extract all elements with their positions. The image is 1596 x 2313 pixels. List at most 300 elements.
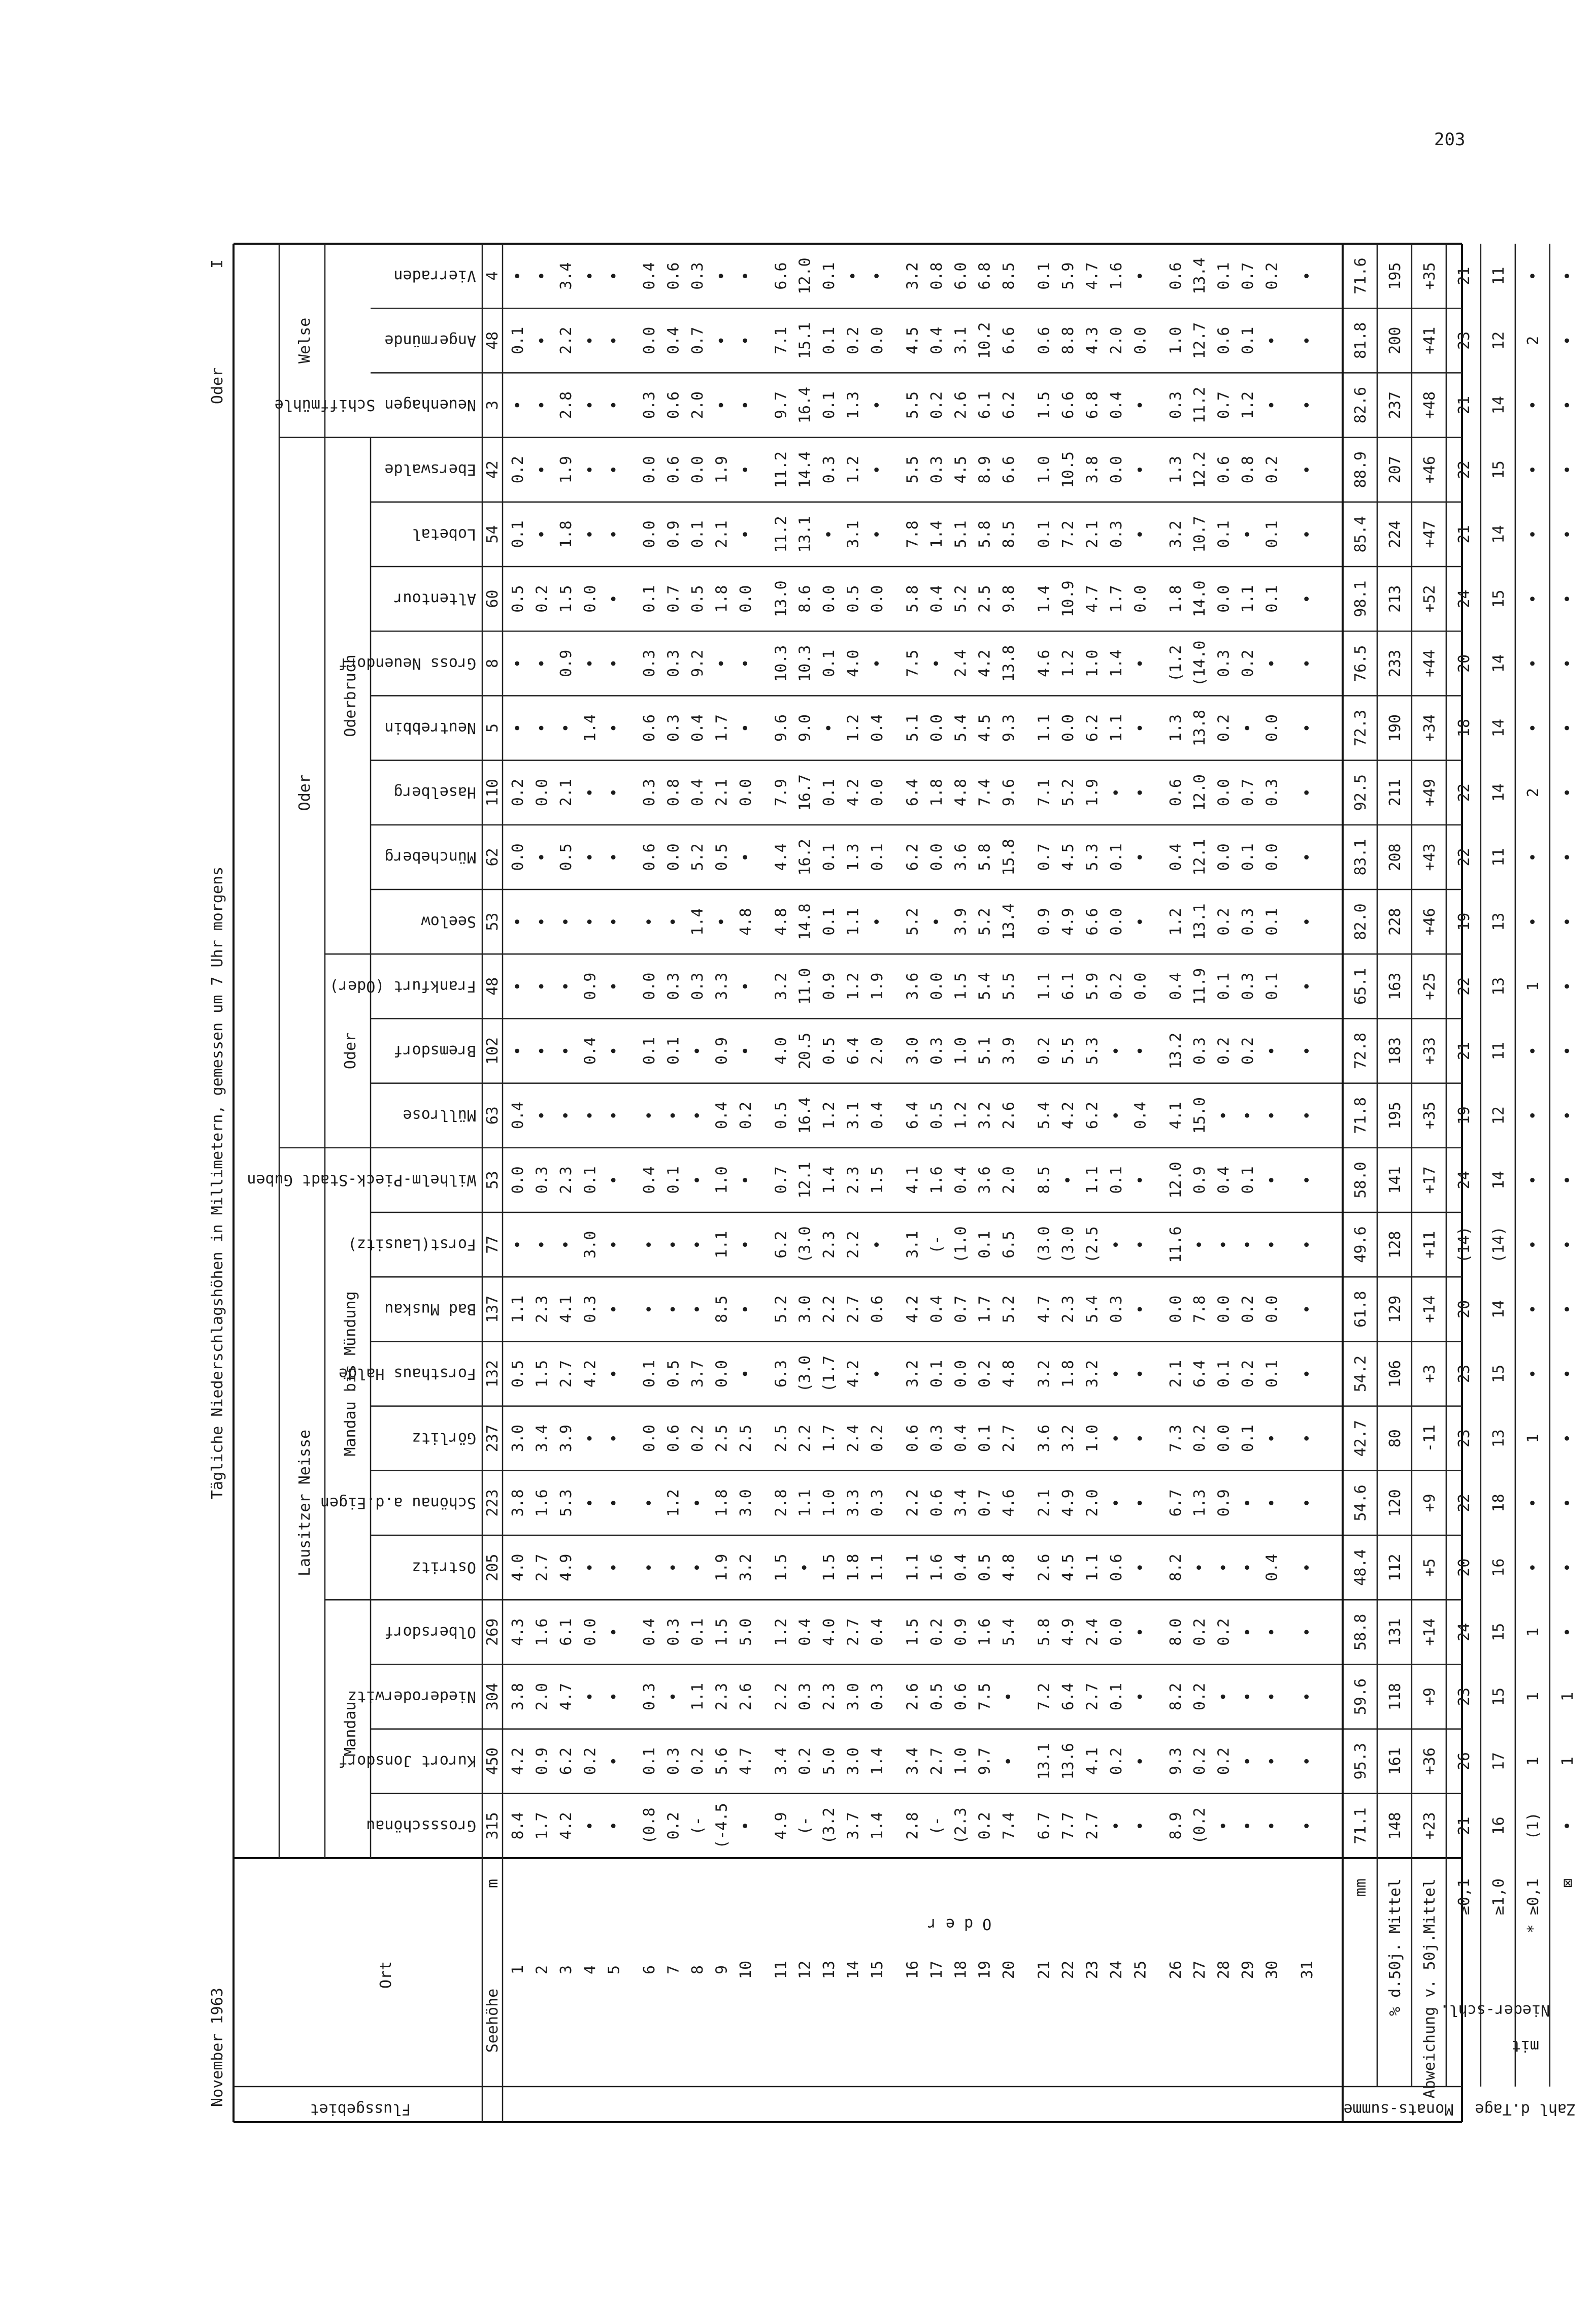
day-value: 1.1 — [844, 908, 862, 936]
summary-summe: 82.6 — [1351, 386, 1370, 424]
day-number: 26 — [1167, 1960, 1185, 1979]
day-value: 2.5 — [713, 1425, 731, 1452]
day-value: 0.1 — [1263, 585, 1281, 613]
day-value: 5.9 — [1059, 262, 1078, 290]
day-number: 28 — [1215, 1960, 1233, 1979]
day-value: 0.7 — [1215, 391, 1233, 419]
day-value: 0.2 — [844, 326, 862, 354]
summary-d10: 14 — [1489, 718, 1508, 738]
day-value: 0.1 — [664, 1037, 683, 1065]
day-value: 1.8 — [927, 779, 946, 807]
day-value: 2.1 — [713, 779, 731, 807]
day-value: • — [641, 917, 659, 927]
day-value: • — [605, 1821, 623, 1831]
day-value: • — [927, 658, 946, 668]
day-value: 14.8 — [796, 903, 814, 940]
day-value: 4.6 — [1035, 649, 1053, 677]
day-value: 0.2 — [1215, 1747, 1233, 1775]
day-value: • — [605, 1757, 623, 1766]
summary-abw: +9 — [1420, 1494, 1439, 1512]
day-value: 0.2 — [1035, 1037, 1053, 1065]
summary-pct: 211 — [1386, 779, 1404, 807]
station-elevation: 54 — [484, 525, 502, 544]
summary-star: • — [1524, 465, 1542, 475]
day-value: • — [533, 723, 551, 733]
day-value: 9.3 — [1167, 1747, 1185, 1775]
day-value: 6.1 — [557, 1618, 575, 1646]
summary-d01: 23 — [1455, 331, 1473, 350]
day-value: • — [509, 917, 527, 927]
day-value: 0.3 — [581, 1295, 600, 1323]
day-value: 2.4 — [844, 1425, 862, 1452]
day-value: • — [1132, 1692, 1150, 1702]
day-value: 1.1 — [1083, 1166, 1102, 1194]
summary-sq: • — [1558, 852, 1577, 862]
summary-summe: 95.3 — [1351, 1743, 1370, 1780]
day-value: 0.3 — [927, 1425, 946, 1452]
group-oder-sub: Oder — [342, 1032, 359, 1070]
summary-pct: 131 — [1386, 1618, 1404, 1646]
day-value: • — [641, 1498, 659, 1508]
day-value: 0.4 — [952, 1166, 970, 1194]
day-value: 3.1 — [844, 1102, 862, 1130]
day-value: 0.5 — [689, 585, 707, 613]
day-value: (-4.5 — [713, 1803, 731, 1849]
day-value: 0.3 — [664, 972, 683, 1000]
summary-star: 2 — [1524, 788, 1542, 798]
summary-abw: +14 — [1420, 1295, 1439, 1323]
day-value: 13.8 — [1000, 645, 1018, 682]
day-number: 29 — [1239, 1960, 1257, 1979]
summary-star: • — [1524, 271, 1542, 281]
title-month: November 1963 — [209, 1988, 226, 2107]
day-value: • — [869, 530, 887, 539]
day-value: 3.4 — [772, 1747, 790, 1775]
day-value: • — [557, 1240, 575, 1249]
summary-summe: 58.0 — [1351, 1162, 1370, 1199]
summary-pct: 213 — [1386, 585, 1404, 613]
day-value: • — [737, 658, 755, 668]
summary-abw: +23 — [1420, 1812, 1439, 1840]
day-value: 3.1 — [844, 520, 862, 548]
day-value: • — [1263, 1111, 1281, 1120]
day-value: • — [1191, 1240, 1209, 1249]
day-value: 2.3 — [713, 1682, 731, 1711]
day-value: 1.5 — [952, 972, 970, 1000]
summary-summe: 76.5 — [1351, 645, 1370, 682]
day-value: 0.7 — [1239, 779, 1257, 807]
day-value: 0.4 — [664, 326, 683, 354]
day-value: 1.7 — [713, 714, 731, 742]
day-value: • — [737, 271, 755, 281]
day-value: (- — [689, 1816, 707, 1835]
day-value: 0.3 — [1167, 391, 1185, 419]
day-number: 13 — [820, 1960, 839, 1979]
day-value: 5.6 — [713, 1747, 731, 1775]
summary-pct: 233 — [1386, 649, 1404, 677]
day-value: 7.3 — [1167, 1425, 1185, 1452]
day-value: (2.5 — [1083, 1226, 1102, 1263]
day-value: 5.3 — [1083, 1037, 1102, 1065]
day-value: • — [869, 465, 887, 475]
day-value: 0.1 — [1035, 262, 1053, 290]
day-value: 0.1 — [689, 1618, 707, 1646]
day-value: 0.0 — [713, 1360, 731, 1388]
day-value: 1.2 — [1239, 391, 1257, 419]
day-value: 0.3 — [869, 1489, 887, 1517]
day-value: (- — [927, 1816, 946, 1835]
day-value: 0.2 — [664, 1812, 683, 1840]
day-value: 4.7 — [1035, 1295, 1053, 1323]
label-oder-vertical: O d e r — [927, 1915, 992, 1933]
day-value: (14.0 — [1191, 640, 1209, 686]
day-value: 2.1 — [1083, 520, 1102, 548]
day-number: 7 — [664, 1965, 683, 1975]
day-value: 0.0 — [1167, 1295, 1185, 1323]
summary-d01: 20 — [1455, 1558, 1473, 1577]
day-value: 0.1 — [509, 520, 527, 548]
summary-star: • — [1524, 1175, 1542, 1185]
day-value: 1.8 — [557, 520, 575, 548]
day-number: 25 — [1132, 1960, 1150, 1979]
day-value: • — [1298, 917, 1316, 927]
summary-sq: • — [1558, 400, 1577, 410]
day-value: • — [557, 1111, 575, 1120]
day-value: 13.8 — [1191, 709, 1209, 747]
day-value: 0.2 — [1107, 972, 1125, 1000]
day-value: 3.7 — [689, 1360, 707, 1388]
day-value: 8.2 — [1167, 1554, 1185, 1581]
summary-abw: +49 — [1420, 779, 1439, 807]
day-value: 7.4 — [976, 779, 994, 807]
day-value: 0.0 — [820, 585, 839, 613]
day-value: • — [1298, 1563, 1316, 1572]
day-value: 1.9 — [713, 456, 731, 484]
station-name: Lobetal — [412, 525, 476, 543]
day-value: • — [581, 658, 600, 668]
day-value: 0.2 — [976, 1360, 994, 1388]
day-value: 0.0 — [869, 585, 887, 613]
day-value: 7.7 — [1059, 1812, 1078, 1840]
day-value: • — [737, 1175, 755, 1185]
day-value: 8.9 — [1167, 1812, 1185, 1840]
day-value: 3.8 — [509, 1682, 527, 1711]
day-value: 4.9 — [1059, 1489, 1078, 1517]
day-value: • — [664, 1304, 683, 1314]
day-value: • — [1132, 1563, 1150, 1572]
day-number: 10 — [737, 1960, 755, 1979]
day-value: 1.0 — [713, 1166, 731, 1194]
day-value: 0.4 — [641, 1618, 659, 1646]
summary-abw: +35 — [1420, 1102, 1439, 1130]
day-number: 14 — [844, 1960, 862, 1979]
day-value: 1.1 — [689, 1682, 707, 1711]
day-value: 0.0 — [641, 972, 659, 1000]
day-value: 0.9 — [1215, 1489, 1233, 1517]
day-value: 5.5 — [1000, 972, 1018, 1000]
day-value: 5.0 — [737, 1618, 755, 1646]
day-value: • — [737, 336, 755, 345]
summary-sq: • — [1558, 465, 1577, 475]
summary-label-star_ge01: * ≥0,1 — [1524, 1878, 1542, 1934]
day-value: 2.4 — [1083, 1618, 1102, 1646]
day-value: • — [737, 530, 755, 539]
day-value: • — [1107, 1111, 1125, 1120]
day-value: 3.4 — [904, 1747, 922, 1775]
day-value: 12.2 — [1191, 451, 1209, 488]
summary-summe: 82.0 — [1351, 903, 1370, 940]
day-value: • — [605, 465, 623, 475]
day-value: 1.7 — [976, 1295, 994, 1323]
day-value: • — [1107, 1369, 1125, 1379]
day-value: 0.6 — [869, 1295, 887, 1323]
station-elevation: 5 — [484, 723, 502, 733]
station-name: Gross Neuendorf — [339, 654, 476, 672]
day-value: 1.3 — [1167, 456, 1185, 484]
day-value: 0.2 — [1191, 1747, 1209, 1775]
day-value: 3.1 — [904, 1231, 922, 1259]
day-value: 0.4 — [509, 1102, 527, 1130]
day-number: 11 — [772, 1960, 790, 1979]
day-value: 4.1 — [557, 1295, 575, 1323]
day-value: 3.0 — [509, 1425, 527, 1452]
day-value: 0.1 — [1263, 972, 1281, 1000]
summary-sq: • — [1558, 1046, 1577, 1056]
day-value: (- — [927, 1235, 946, 1254]
day-value: 4.2 — [844, 1360, 862, 1388]
day-number: 16 — [904, 1960, 922, 1979]
day-value: • — [713, 271, 731, 281]
summary-d10: 15 — [1489, 460, 1508, 479]
day-value: • — [641, 1304, 659, 1314]
day-value: • — [641, 1240, 659, 1249]
day-value: • — [605, 1175, 623, 1185]
day-value: 0.0 — [509, 843, 527, 871]
day-value: 2.0 — [1000, 1166, 1018, 1194]
summary-d01: (14) — [1455, 1226, 1473, 1263]
day-value: 16.7 — [796, 774, 814, 811]
day-value: 0.3 — [1239, 972, 1257, 1000]
day-value: 3.6 — [976, 1166, 994, 1194]
station-elevation: 48 — [484, 977, 502, 996]
day-value: 0.0 — [1059, 714, 1078, 742]
summary-star: (1) — [1524, 1812, 1542, 1840]
day-value: 0.1 — [869, 843, 887, 871]
summary-d01: 23 — [1455, 1687, 1473, 1706]
day-value: 2.2 — [904, 1489, 922, 1517]
summary-sq: • — [1558, 723, 1577, 733]
day-value: 4.2 — [904, 1295, 922, 1323]
day-value: 1.7 — [533, 1812, 551, 1840]
summary-star: • — [1524, 530, 1542, 539]
summary-d01: 22 — [1455, 848, 1473, 867]
day-value: 0.1 — [581, 1166, 600, 1194]
day-value: 0.0 — [1107, 1618, 1125, 1646]
day-value: 0.5 — [557, 843, 575, 871]
day-value: 0.1 — [820, 779, 839, 807]
day-value: 0.3 — [1191, 1037, 1209, 1065]
summary-star: • — [1524, 1111, 1542, 1120]
day-value: • — [557, 981, 575, 991]
day-value: 2.1 — [1167, 1360, 1185, 1388]
day-value: 0.8 — [664, 779, 683, 807]
summary-d10: 15 — [1489, 1687, 1508, 1706]
summary-d10: 15 — [1489, 1623, 1508, 1641]
day-value: • — [581, 1692, 600, 1702]
summary-d10: 18 — [1489, 1494, 1508, 1512]
day-value: 0.0 — [737, 779, 755, 807]
day-value: 2.6 — [1000, 1102, 1018, 1130]
summary-pct: 208 — [1386, 843, 1404, 871]
day-value: • — [844, 271, 862, 281]
day-value: 0.7 — [976, 1489, 994, 1517]
summary-d10: 15 — [1489, 589, 1508, 608]
day-value: • — [533, 981, 551, 991]
day-value: 0.6 — [952, 1682, 970, 1711]
day-value: 0.6 — [641, 714, 659, 742]
day-value: 0.9 — [1191, 1166, 1209, 1194]
day-value: 0.1 — [641, 1747, 659, 1775]
summary-sq: • — [1558, 1821, 1577, 1831]
day-value: 0.1 — [1107, 843, 1125, 871]
day-value: • — [509, 1240, 527, 1249]
summary-pct: 224 — [1386, 520, 1404, 548]
day-value: • — [605, 1240, 623, 1249]
day-value: • — [1298, 1434, 1316, 1443]
summary-d01: 21 — [1455, 1816, 1473, 1835]
day-value: 9.7 — [772, 391, 790, 419]
summary-d10: 15 — [1489, 1364, 1508, 1383]
day-value: 0.0 — [664, 843, 683, 871]
day-value: 4.0 — [820, 1618, 839, 1646]
summary-pct: 129 — [1386, 1295, 1404, 1323]
day-value: 4.6 — [1000, 1489, 1018, 1517]
day-value: 3.9 — [1000, 1037, 1018, 1065]
day-value: 0.1 — [1239, 843, 1257, 871]
summary-abw: +5 — [1420, 1558, 1439, 1577]
day-value: • — [713, 917, 731, 927]
day-value: 0.2 — [1215, 908, 1233, 936]
day-value: 7.8 — [904, 520, 922, 548]
summary-abw: +48 — [1420, 391, 1439, 419]
day-value: • — [664, 917, 683, 927]
day-value: 2.2 — [557, 326, 575, 354]
day-value: 0.1 — [1215, 1360, 1233, 1388]
day-value: 8.0 — [1167, 1618, 1185, 1646]
day-value: • — [1132, 1304, 1150, 1314]
day-value: 0.2 — [927, 391, 946, 419]
day-value: 8.8 — [1059, 326, 1078, 354]
day-value: 1.1 — [1107, 714, 1125, 742]
day-value: 7.8 — [1191, 1295, 1209, 1323]
day-value: 3.2 — [976, 1102, 994, 1130]
summary-abw: +25 — [1420, 972, 1439, 1000]
day-value: 1.0 — [1083, 649, 1102, 677]
summary-abw: +3 — [1420, 1364, 1439, 1383]
day-value: 1.5 — [557, 585, 575, 613]
day-value: 4.1 — [1083, 1747, 1102, 1775]
day-value: 0.3 — [927, 1037, 946, 1065]
summary-sq: • — [1558, 658, 1577, 668]
day-value: 3.0 — [844, 1682, 862, 1711]
day-value: 0.9 — [713, 1037, 731, 1065]
day-value: 2.6 — [1035, 1554, 1053, 1581]
day-value: 2.4 — [952, 649, 970, 677]
day-value: 1.4 — [820, 1166, 839, 1194]
day-value: 0.3 — [869, 1682, 887, 1711]
day-value: 0.2 — [581, 1747, 600, 1775]
day-value: 0.5 — [976, 1554, 994, 1581]
day-value: 5.2 — [689, 843, 707, 871]
day-value: 0.0 — [927, 714, 946, 742]
station-name: Frankfurt (Oder) — [329, 977, 476, 995]
day-value: 3.2 — [1059, 1425, 1078, 1452]
day-number: 24 — [1107, 1960, 1125, 1979]
day-value: 3.4 — [952, 1489, 970, 1517]
day-value: 1.1 — [904, 1554, 922, 1581]
day-value: 0.9 — [581, 972, 600, 1000]
day-value: • — [737, 1240, 755, 1249]
day-value: 1.1 — [869, 1554, 887, 1581]
day-value: 0.3 — [664, 1747, 683, 1775]
day-value: 10.2 — [976, 322, 994, 359]
day-value: 1.1 — [1239, 585, 1257, 613]
day-number: 30 — [1263, 1960, 1281, 1979]
day-value: • — [605, 1046, 623, 1056]
day-value: 0.6 — [641, 843, 659, 871]
day-value: • — [1239, 1563, 1257, 1572]
summary-star: 1 — [1524, 1692, 1542, 1702]
day-value: 0.5 — [509, 585, 527, 613]
summary-summe: 88.9 — [1351, 451, 1370, 488]
day-value: • — [1215, 1111, 1233, 1120]
day-value: 2.0 — [1107, 326, 1125, 354]
day-value: 0.4 — [952, 1554, 970, 1581]
day-value: 1.9 — [713, 1554, 731, 1581]
day-value: • — [1239, 530, 1257, 539]
summary-d01: 22 — [1455, 977, 1473, 996]
station-name: Niederoderwitz — [348, 1688, 476, 1705]
station-name: Forst(Lausitz) — [348, 1235, 476, 1253]
day-value: • — [1298, 1498, 1316, 1508]
day-value: 0.4 — [641, 1166, 659, 1194]
day-value: 0.0 — [1132, 585, 1150, 613]
day-value: • — [713, 400, 731, 410]
day-value: 7.1 — [772, 326, 790, 354]
station-elevation: 62 — [484, 848, 502, 867]
day-value: 0.4 — [689, 779, 707, 807]
day-value: 5.9 — [1083, 972, 1102, 1000]
day-value: 0.1 — [1215, 262, 1233, 290]
day-value: 0.4 — [1107, 391, 1125, 419]
label-nieder-schl: Nieder-schl. — [1440, 2001, 1550, 2019]
station-name: Vierraden — [393, 267, 476, 285]
summary-summe: 83.1 — [1351, 839, 1370, 876]
summary-star: • — [1524, 658, 1542, 668]
day-number: 22 — [1059, 1960, 1078, 1979]
summary-d10: 16 — [1489, 1558, 1508, 1577]
day-value: 0.0 — [737, 585, 755, 613]
day-value: 1.1 — [713, 1231, 731, 1259]
day-value: 0.1 — [976, 1425, 994, 1452]
day-value: 1.7 — [1107, 585, 1125, 613]
day-value: 10.7 — [1191, 516, 1209, 553]
day-value: • — [1263, 658, 1281, 668]
day-value: 0.2 — [1215, 1037, 1233, 1065]
day-value: 0.5 — [509, 1360, 527, 1388]
summary-summe: 71.1 — [1351, 1807, 1370, 1844]
day-value: • — [1263, 1498, 1281, 1508]
